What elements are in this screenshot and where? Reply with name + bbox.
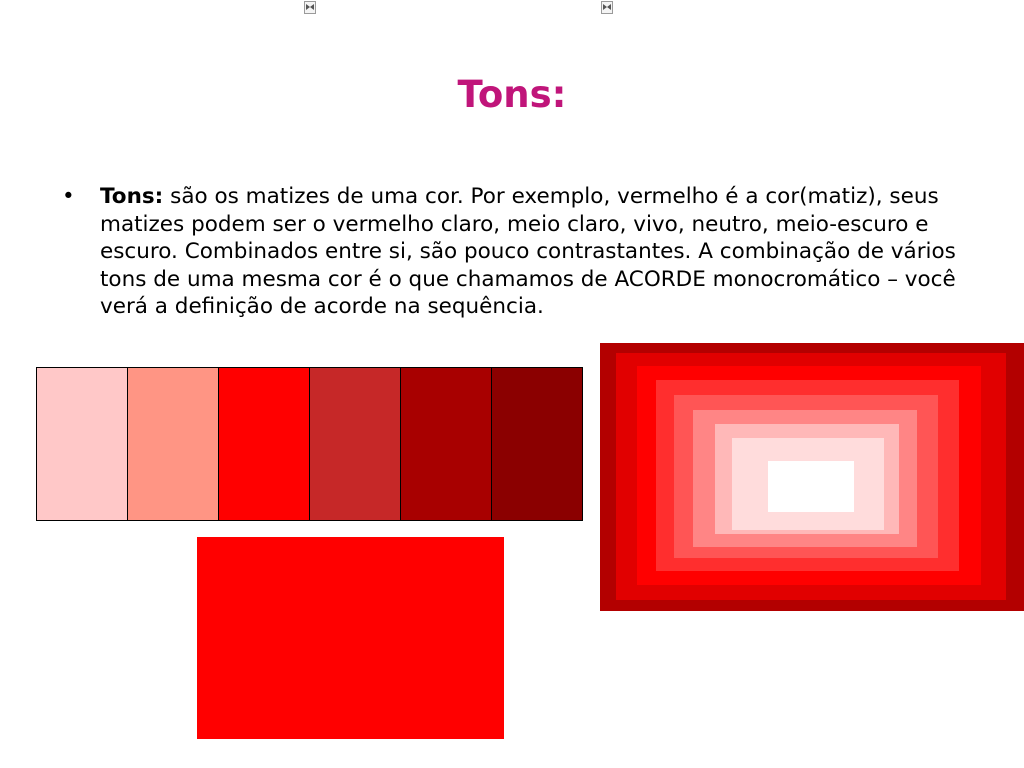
color-swatch: [128, 367, 219, 521]
color-swatch: [310, 367, 401, 521]
broken-image-icon: [304, 1, 316, 14]
broken-image-icon: [601, 1, 613, 14]
bullet-item: [62, 183, 967, 321]
bullet-term: Tons:: [100, 184, 164, 209]
bullet-description: são os matizes de uma cor. Por exemplo, vermelho é a cor(matiz), seus matizes podem ser o vermelho claro, meio claro, vivo, neutro, meio-escuro e escuro. Combinados entre si, são pouco contrastantes. A combinação de vários tons de uma mesma cor é o que chamamos de ACORDE monocromático – você verá a definição de acorde na sequência.: [100, 184, 956, 319]
bullet-text: [100, 183, 967, 321]
red-color-block: [197, 537, 504, 739]
bullet-marker: •: [62, 184, 75, 209]
color-swatch: [492, 367, 583, 521]
slide-title: Tons:: [457, 73, 567, 116]
color-swatch: [37, 367, 128, 521]
tone-swatches: [36, 367, 583, 521]
tone-rectangle: [768, 461, 854, 512]
color-swatch: [219, 367, 310, 521]
color-swatch: [401, 367, 492, 521]
